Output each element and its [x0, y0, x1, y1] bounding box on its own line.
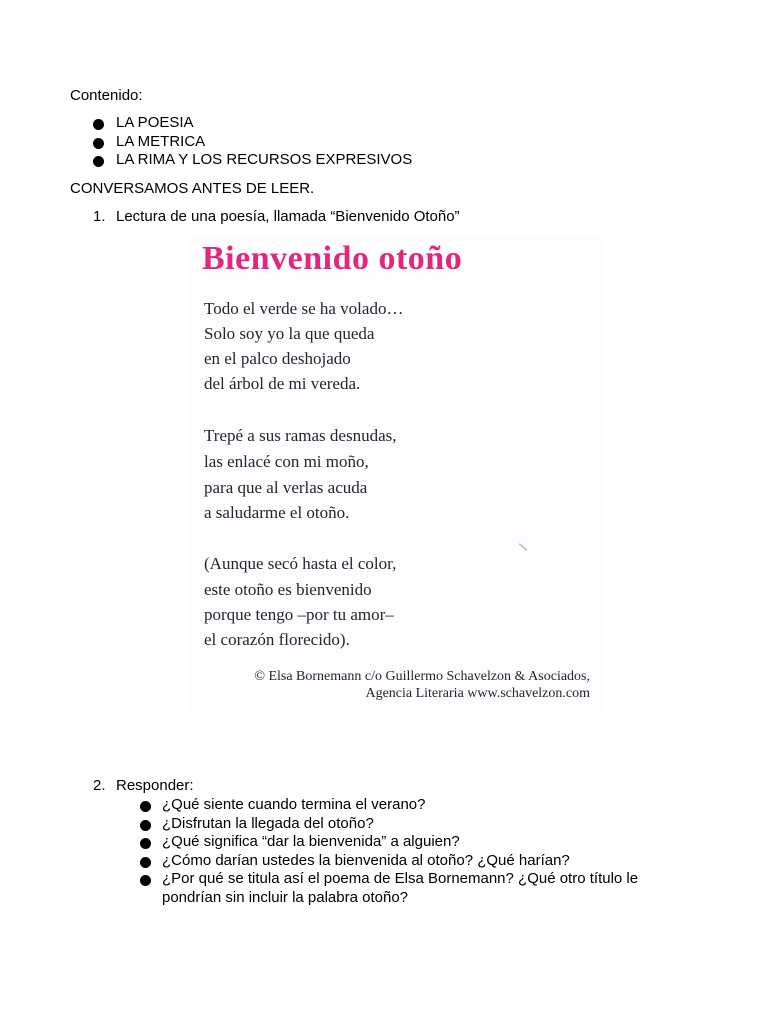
bullet-icon: [93, 119, 104, 130]
bullet-icon: [140, 820, 151, 831]
poem-line: porque tengo –por tu amor–: [204, 605, 394, 624]
poem-line: del árbol de mi vereda.: [204, 374, 361, 393]
bullet-icon: [93, 138, 104, 149]
poem-line: para que al verlas acuda: [204, 478, 368, 497]
bullet-icon: [140, 801, 151, 812]
bullet-icon: [93, 156, 104, 167]
poem-line: en el palco deshojado: [204, 349, 351, 368]
scan-mark: [519, 543, 528, 551]
bullet-icon: [140, 875, 151, 886]
list-item: ¿Disfrutan la llegada del otoño?: [162, 815, 374, 832]
bullet-icon: [140, 838, 151, 849]
list-item: LA RIMA Y LOS RECURSOS EXPRESIVOS: [116, 151, 413, 168]
list-item: ¿Qué significa “dar la bienvenida” a alguien?: [162, 833, 460, 850]
step-number: 2.: [93, 777, 106, 794]
list-item: LA METRICA: [116, 133, 206, 150]
poem-title: Bienvenido otoño: [202, 240, 463, 277]
step-text: Lectura de una poesía, llamada “Bienvenido Otoño”: [116, 208, 460, 225]
poem-credit: © Elsa Bornemann c/o Guillermo Schavelzon & Asociados,: [254, 669, 590, 684]
poem-image: [188, 236, 604, 712]
poem-line: las enlacé con mi moño,: [204, 452, 369, 471]
poem-line: Solo soy yo la que queda: [204, 324, 375, 343]
list-item: ¿Qué siente cuando termina el verano?: [162, 796, 426, 813]
list-item-continuation: pondrían sin incluir la palabra otoño?: [162, 889, 408, 906]
poem-line: este otoño es bienvenido: [204, 580, 372, 599]
step-number: 1.: [93, 208, 106, 225]
bullet-icon: [140, 857, 151, 868]
poem-line: Trepé a sus ramas desnudas,: [204, 426, 397, 445]
step-text: Responder:: [116, 777, 194, 794]
poem-line: (Aunque secó hasta el color,: [204, 554, 397, 573]
poem-line: a saludarme el otoño.: [204, 503, 350, 522]
conversamos-heading: CONVERSAMOS ANTES DE LEER.: [70, 180, 315, 197]
contenido-label: Contenido:: [70, 87, 143, 104]
list-item: ¿Por qué se titula así el poema de Elsa Bornemann? ¿Qué otro título le: [162, 870, 639, 887]
list-item: LA POESIA: [116, 114, 194, 131]
poem-credit: Agencia Literaria www.schavelzon.com: [365, 686, 590, 701]
poem-line: Todo el verde se ha volado…: [204, 299, 404, 318]
list-item: ¿Cómo darían ustedes la bienvenida al otoño? ¿Qué harían?: [162, 852, 570, 869]
poem-line: el corazón florecido).: [204, 630, 350, 649]
